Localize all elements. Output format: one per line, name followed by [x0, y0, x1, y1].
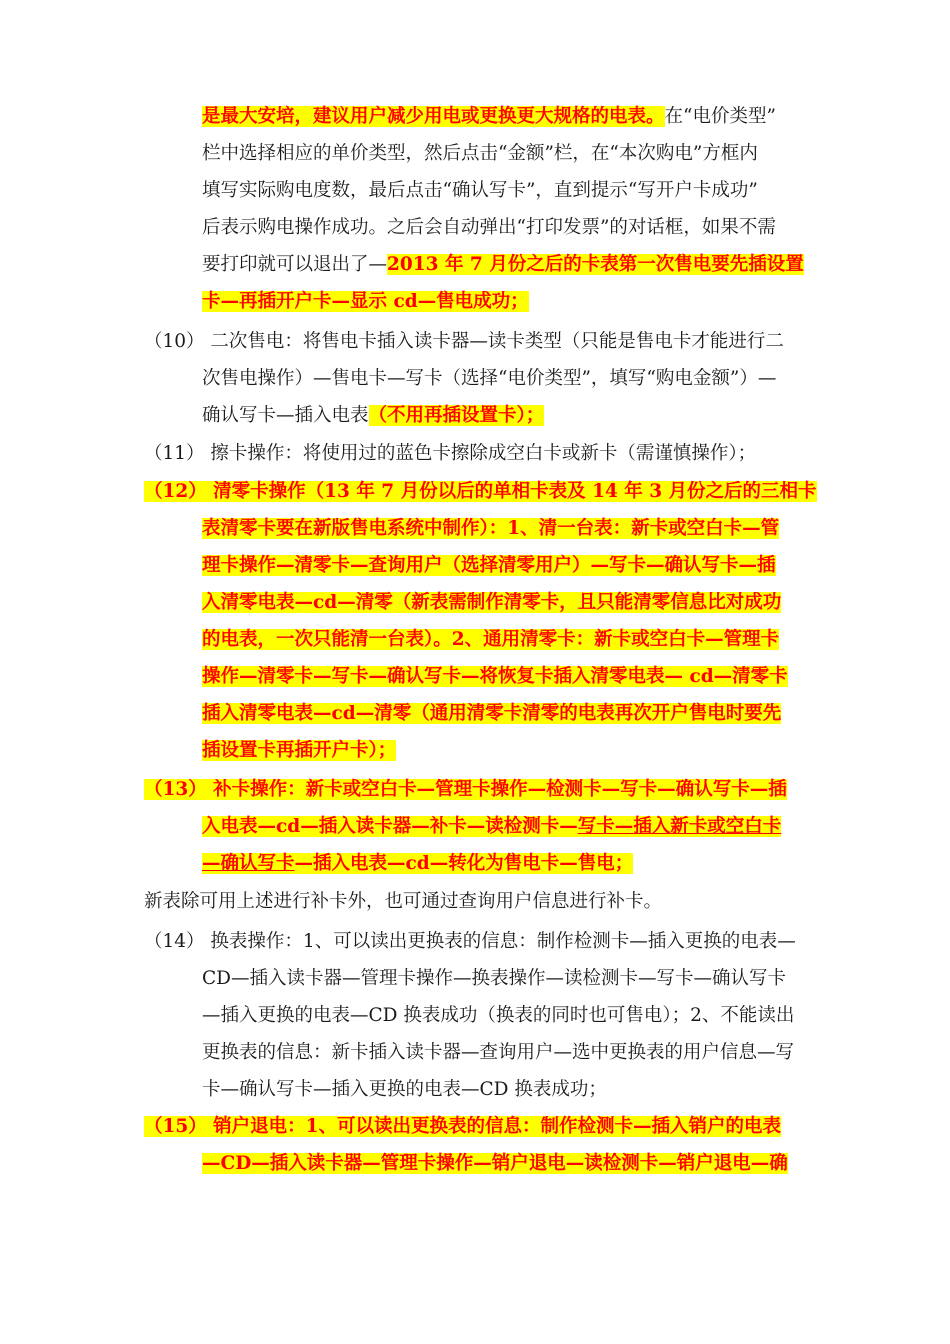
highlighted-text: （不用再插设置卡）； — [368, 405, 545, 426]
body-text: （11） 擦卡操作：将使用过的蓝色卡擦除成空白卡或新卡（需谨慎操作）； — [144, 443, 757, 464]
text-line — [202, 1038, 794, 1068]
text-line — [144, 1112, 781, 1142]
highlighted-text: 写卡—插入新卡或空白卡 — [577, 816, 782, 837]
text-line — [144, 775, 787, 805]
text-line — [144, 477, 817, 507]
text-line — [202, 625, 779, 655]
highlighted-text: （15） 销户退电：1、可以读出更换表的信息：制作检测卡—插入销户的电表 — [144, 1116, 782, 1137]
highlighted-text: 入清零电表—cd—清零（新表需制作清零卡，且只能清零信息比对成功 — [202, 592, 782, 613]
text-line — [202, 736, 396, 766]
text-line — [202, 699, 781, 729]
body-text: —插入更换的电表—CD 换表成功（换表的同时也可售电）；2、不能读出 — [202, 1005, 795, 1026]
highlighted-text: 是最大安培，建议用户减少用电或更换更大规格的电表。 — [202, 106, 665, 127]
highlighted-text: 的电表，一次只能清一台表）。2、通用清零卡：新卡或空白卡—管理卡 — [202, 629, 780, 650]
highlighted-text: 卡—再插开户卡—显示 cd—售电成功； — [202, 291, 529, 312]
text-line — [202, 514, 779, 544]
highlighted-text: —插入电表—cd—转化为售电卡—售电； — [294, 853, 634, 874]
highlighted-text: （13） 补卡操作：新卡或空白卡—管理卡操作—检测卡—写卡—确认写卡—插 — [144, 779, 787, 800]
highlighted-text: —CD—插入读卡器—管理卡操作—销户退电—读检测卡—销户退电—确 — [202, 1153, 788, 1174]
text-line — [202, 1149, 788, 1179]
text-line — [202, 849, 633, 879]
body-text: 卡—确认写卡—插入更换的电表—CD 换表成功； — [202, 1079, 607, 1100]
text-line — [144, 887, 662, 917]
text-line — [144, 927, 796, 957]
body-text: CD—插入读卡器—管理卡操作—换表操作—读检测卡—写卡—确认写卡 — [202, 968, 786, 989]
highlighted-text: 2013 年 7 月份之后的卡表第一次售电要先插设置 — [387, 254, 804, 275]
text-line — [202, 401, 544, 431]
highlighted-text: 理卡操作—清零卡—查询用户（选择清零用户）—写卡—确认写卡—插 — [202, 555, 776, 576]
text-line — [144, 327, 784, 357]
text-line — [202, 662, 788, 692]
body-text: 更换表的信息：新卡插入读卡器—查询用户—选中更换表的用户信息—写 — [202, 1042, 795, 1063]
text-line — [202, 364, 776, 394]
text-line — [202, 1001, 794, 1031]
highlighted-text: 插入清零电表—cd—清零（通用清零卡清零的电表再次开户售电时要先 — [202, 703, 782, 724]
body-text: 确认写卡—插入电表 — [202, 405, 369, 426]
highlighted-text: 操作—清零卡—写卡—确认写卡—将恢复卡插入清零电表— cd—清零卡 — [202, 666, 788, 687]
text-line — [144, 439, 756, 469]
text-line — [202, 964, 786, 994]
highlighted-text: 入电表—cd—插入读卡器—补卡—读检测卡— — [202, 816, 578, 837]
body-text: 要打印就可以退出了— — [202, 254, 388, 275]
highlighted-text: 表清零卡要在新版售电系统中制作）：1、清一台表：新卡或空白卡—管 — [202, 518, 780, 539]
body-text: 新表除可用上述进行补卡外，也可通过查询用户信息进行补卡。 — [144, 891, 663, 912]
text-line — [202, 1075, 607, 1105]
body-text: 填写实际购电度数，最后点击“确认写卡”，直到提示“写开户卡成功” — [202, 180, 758, 201]
text-line — [202, 287, 529, 317]
highlighted-text: —确认写卡 — [202, 853, 295, 874]
body-text: 栏中选择相应的单价类型，然后点击“金额”栏，在“本次购电”方框内 — [202, 143, 758, 164]
body-text: 在“电价类型” — [664, 106, 776, 127]
text-line — [202, 588, 781, 618]
text-line — [202, 551, 776, 581]
text-line — [202, 213, 776, 243]
text-line — [202, 250, 804, 280]
text-line — [202, 139, 758, 169]
body-text: （10） 二次售电：将售电卡插入读卡器—读卡类型（只能是售电卡才能进行二 — [144, 331, 784, 352]
highlighted-text: （12） 清零卡操作（13 年 7 月份以后的单相卡表及 14 年 3 月份之后的三相卡 — [144, 481, 817, 502]
text-line — [202, 102, 776, 132]
body-text: 后表示购电操作成功。之后会自动弹出“打印发票”的对话框，如果不需 — [202, 217, 776, 238]
text-line — [202, 812, 781, 842]
text-line — [202, 176, 758, 206]
body-text: （14） 换表操作：1、可以读出更换表的信息：制作检测卡—插入更换的电表— — [144, 931, 796, 952]
body-text: 次售电操作）—售电卡—写卡（选择“电价类型”，填写“购电金额”）— — [202, 368, 777, 389]
highlighted-text: 插设置卡再插开户卡）； — [202, 740, 397, 761]
